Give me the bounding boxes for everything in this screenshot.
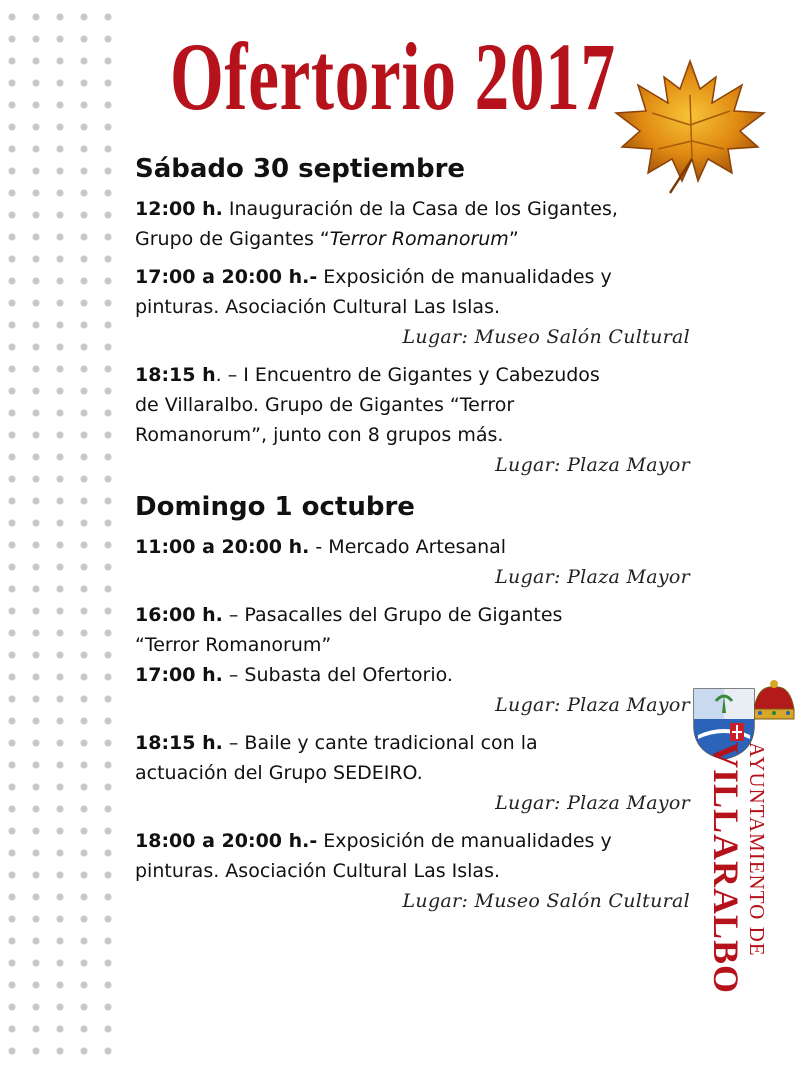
event-line: Grupo de Gigantes “Terror Romanorum” [135,228,519,250]
event-line: 18:00 a 20:00 h.- Exposición de manualidades y [135,830,612,852]
event-exhibition-saturday [135,262,690,352]
page-title: Ofertorio 2017 [170,23,616,130]
ayuntamiento-villaralbo-logo-text [706,742,770,995]
event-location: Lugar: Plaza Mayor [495,454,690,476]
event-line: pinturas. Asociación Cultural Las Islas. [135,296,501,318]
event-line: actuación del Grupo SEDEIRO. [135,762,423,784]
day-heading-saturday: Sábado 30 septiembre [135,154,466,184]
dotted-border-decoration [0,0,112,1067]
ayuntamiento-label: AYUNTAMIENTO DE [745,742,769,957]
event-traditional-dance [135,728,690,818]
event-giants-meeting [135,360,690,480]
crown-icon [754,680,794,719]
event-location: Lugar: Museo Salón Cultural [402,890,690,912]
event-line: Romanorum”, junto con 8 grupos más. [135,424,504,446]
villaralbo-label: VILLARALBO [706,742,746,995]
event-line: 16:00 h. – Pasacalles del Grupo de Gigantes [135,604,563,626]
event-line: 11:00 a 20:00 h. - Mercado Artesanal [135,536,507,558]
event-line: 18:15 h. – I Encuentro de Gigantes y Cabezudos [135,364,600,386]
event-line: 17:00 a 20:00 h.- Exposición de manualidades y [135,266,612,288]
event-parade-auction [135,600,690,720]
event-location: Lugar: Plaza Mayor [495,694,690,716]
schedule [135,150,690,924]
event-line: 18:15 h. – Baile y cante tradicional con la [135,732,538,754]
event-location: Lugar: Plaza Mayor [495,792,690,814]
event-line: de Villaralbo. Grupo de Gigantes “Terror [135,394,515,416]
event-line: pinturas. Asociación Cultural Las Islas. [135,860,501,882]
event-line: 17:00 h. – Subasta del Ofertorio. [135,664,453,686]
event-location: Lugar: Museo Salón Cultural [402,326,690,348]
event-line: 12:00 h. Inauguración de la Casa de los Gigantes, [135,198,618,220]
event-exhibition-sunday [135,826,690,916]
event-inauguration [135,194,690,254]
event-craft-market [135,532,690,592]
day-heading-sunday: Domingo 1 octubre [135,492,415,522]
event-location: Lugar: Plaza Mayor [495,566,690,588]
event-line: “Terror Romanorum” [135,634,332,656]
